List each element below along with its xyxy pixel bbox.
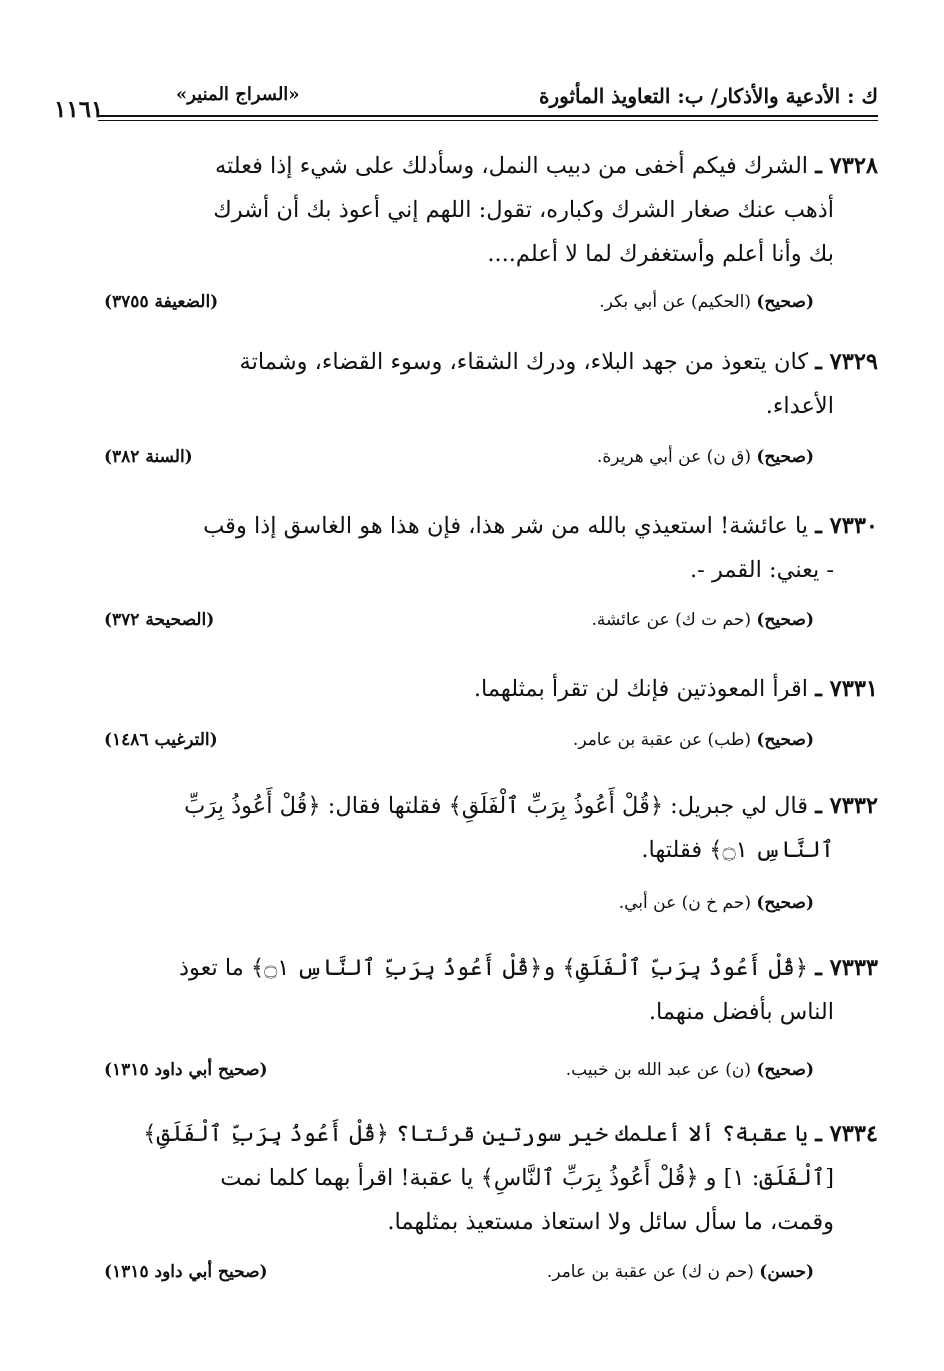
hadith-reference: (الصحيحة ٣٧٢) xyxy=(104,610,215,630)
hadith-narrator: (طب) عن عقبة بن عامر. xyxy=(572,730,751,750)
hadith-grade: (صحيح) xyxy=(756,893,814,913)
hadith-line: اقرأ المعوذتين فإنك لن تقرأ بمثلهما. xyxy=(473,676,809,702)
chapter-title: ك : الأدعية والأذكار/ ب: التعاويذ المأثورة xyxy=(538,84,878,108)
hadith-entry xyxy=(104,784,878,872)
hadith-line: الأعداء. xyxy=(765,393,834,419)
hadith-reference: (الضعيفة ٣٧٥٥) xyxy=(104,292,219,312)
hadith-line: قال لي جبريل: ﴿قُلْ أَعُوذُ بِرَبِّ ٱلْفَلَقِ﴾ فقلتها فقال: ﴿قُلْ أَعُوذُ بِرَبِّ xyxy=(184,793,809,819)
hadith-reference: (السنة ٣٨٢) xyxy=(104,447,193,467)
hadith-entry xyxy=(104,946,878,1034)
hadith-narrator: (ن) عن عبد الله بن خبيب. xyxy=(565,1060,751,1080)
hadith-number: ٧٣٣٠ ـ xyxy=(815,513,878,539)
hadith-source xyxy=(104,893,814,921)
header-rule-thick xyxy=(98,115,878,117)
hadith-source xyxy=(104,1262,814,1290)
hadith-line: يا عائشة! استعيذي بالله من شر هذا، فإن هذا هو الغاسق إذا وقب xyxy=(203,513,809,539)
hadith-narrator: (حم ت ك) عن عائشة. xyxy=(591,610,751,630)
hadith-line: ٱلنَّاسِ ۝١﴾ فقلتها. xyxy=(641,837,834,863)
hadith-line: وقمت، ما سأل سائل ولا استعاذ مستعيذ بمثلهما. xyxy=(387,1209,834,1235)
hadith-grade: (صحيح) xyxy=(756,292,814,312)
hadith-entry xyxy=(104,340,878,428)
hadith-number: ٧٣٣٣ ـ xyxy=(815,955,878,981)
hadith-number: ٧٣٢٨ ـ xyxy=(815,153,878,179)
header-rule-thin xyxy=(98,120,878,121)
hadith-line: كان يتعوذ من جهد البلاء، ودرك الشقاء، وسوء القضاء، وشماتة xyxy=(239,349,809,375)
hadith-narrator: (حم ن ك) عن عقبة بن عامر. xyxy=(546,1262,754,1282)
hadith-reference: (صحيح أبي داود ١٣١٥) xyxy=(104,1060,268,1080)
hadith-reference: (الترغيب ١٤٨٦) xyxy=(104,730,218,750)
hadith-grade: (صحيح) xyxy=(756,730,814,750)
hadith-source xyxy=(104,1060,814,1088)
hadith-source xyxy=(104,730,814,758)
hadith-entry xyxy=(104,144,878,276)
book-title: «السراج المنير» xyxy=(176,84,300,105)
page-number: ١١٦١ xyxy=(54,96,104,123)
hadith-source xyxy=(104,610,814,638)
hadith-entry xyxy=(104,504,878,592)
hadith-number: ٧٣٢٩ ـ xyxy=(815,349,878,375)
hadith-number: ٧٣٣٢ ـ xyxy=(815,793,878,819)
hadith-line: الشرك فيكم أخفى من دبيب النمل، وسأدلك على شيء إذا فعلته xyxy=(214,153,809,179)
hadith-line: الناس بأفضل منهما. xyxy=(648,999,834,1025)
hadith-source xyxy=(104,447,814,475)
hadith-number: ٧٣٣٤ ـ xyxy=(815,1121,878,1147)
hadith-entry xyxy=(104,1112,878,1244)
hadith-reference: (صحيح أبي داود ١٣١٥) xyxy=(104,1262,268,1282)
hadith-line: يا عقبة؟ ألا أعلمك خير سورتين قرئتا؟ ﴿قُلْ أَعُوذُ بِرَبِّ ٱلْفَلَقِ﴾ xyxy=(143,1121,809,1147)
hadith-number: ٧٣٣١ ـ xyxy=(815,676,878,702)
hadith-grade: (صحيح) xyxy=(756,447,814,467)
hadith-grade: (صحيح) xyxy=(756,1060,814,1080)
hadith-source xyxy=(104,292,814,320)
hadith-line: - يعني: القمر -. xyxy=(690,557,834,583)
hadith-grade: (حسن) xyxy=(759,1262,814,1282)
hadith-grade: (صحيح) xyxy=(756,610,814,630)
hadith-narrator: (حم خ ن) عن أبي. xyxy=(618,893,751,913)
hadith-narrator: (ق ن) عن أبي هريرة. xyxy=(596,447,751,467)
hadith-narrator: (الحكيم) عن أبي بكر. xyxy=(599,292,751,312)
hadith-line: أذهب عنك صغار الشرك وكباره، تقول: اللهم إني أعوذ بك أن أشرك xyxy=(213,197,834,223)
hadith-line: بك وأنا أعلم وأستغفرك لما لا أعلم.... xyxy=(487,241,834,267)
hadith-line: [ٱلْفَلَق: ١] و ﴿قُلْ أَعُوذُ بِرَبِّ ٱلنَّاسِ﴾ يا عقبة! اقرأ بهما كلما نمت xyxy=(220,1165,834,1191)
hadith-line: ﴿قُلْ أَعُوذُ بِرَبِّ ٱلْفَلَقِ﴾ و﴿قُلْ أَعُوذُ بِرَبِّ ٱلنَّاسِ ۝١﴾ ما تعوذ xyxy=(178,955,809,981)
hadith-entry xyxy=(104,667,878,711)
